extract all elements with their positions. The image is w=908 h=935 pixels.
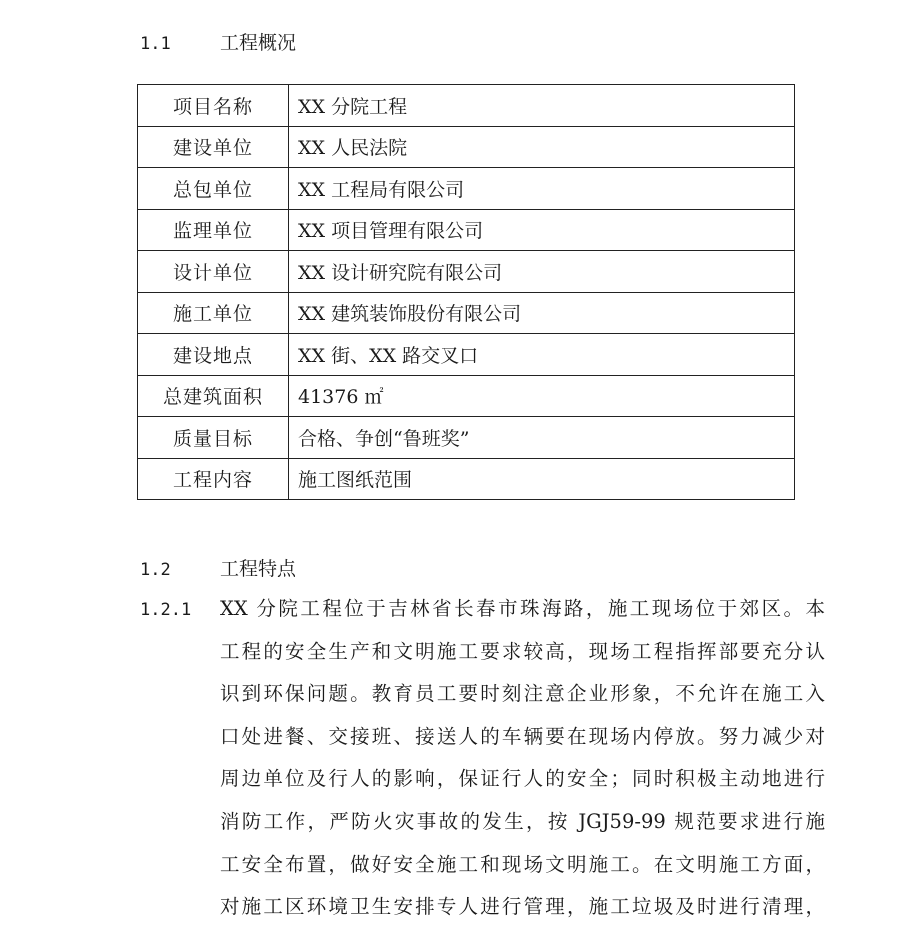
row-label: 质量目标 <box>138 417 289 459</box>
paragraph-line: 口处进餐、交接班、接送人的车辆要在现场内停放。努力减少对 <box>220 724 825 748</box>
paragraph-line: XX 分院工程位于吉林省长春市珠海路，施工现场位于郊区。本 <box>220 597 825 620</box>
row-value: XX 建筑装饰股份有限公司 <box>289 292 795 334</box>
row-value: XX 人民法院 <box>289 126 795 168</box>
paragraph-1-2-1 <box>220 594 825 935</box>
table-row <box>138 126 795 168</box>
row-value: 41376 ㎡ <box>289 375 795 417</box>
table-row <box>138 375 795 417</box>
row-value: XX 工程局有限公司 <box>289 168 795 210</box>
paragraph-line: 工程的安全生产和文明施工要求较高，现场工程指挥部要充分认 <box>220 639 825 663</box>
table-row <box>138 458 795 500</box>
section-heading-1-2 <box>140 556 296 583</box>
row-label: 施工单位 <box>138 292 289 334</box>
row-value: 施工图纸范围 <box>289 458 795 500</box>
row-value: XX 分院工程 <box>289 85 795 127</box>
row-value: XX 街、XX 路交叉口 <box>289 334 795 376</box>
table-row <box>138 85 795 127</box>
paragraph-line: 周边单位及行人的影响，保证行人的安全；同时积极主动地进行 <box>220 767 825 791</box>
section-title: 工程概况 <box>220 32 297 54</box>
row-label: 总建筑面积 <box>138 375 289 417</box>
paragraph-number: 1.2.1 <box>140 600 192 620</box>
row-value: 合格、争创“鲁班奖” <box>289 417 795 459</box>
section-number: 1.2 <box>140 560 171 580</box>
project-overview-table <box>137 84 795 500</box>
table-row <box>138 334 795 376</box>
paragraph-line: 对施工区环境卫生安排专人进行管理，施工垃圾及时进行清理， <box>220 895 825 919</box>
table-row <box>138 168 795 210</box>
row-label: 设计单位 <box>138 251 289 293</box>
section-heading-1-1 <box>140 30 296 57</box>
table-row <box>138 209 795 251</box>
row-label: 建设单位 <box>138 126 289 168</box>
section-number: 1.1 <box>140 34 171 54</box>
paragraph-line: 工安全布置，做好安全施工和现场文明施工。在文明施工方面， <box>220 852 825 876</box>
row-label: 总包单位 <box>138 168 289 210</box>
row-value: XX 项目管理有限公司 <box>289 209 795 251</box>
row-label: 监理单位 <box>138 209 289 251</box>
row-label: 工程内容 <box>138 458 289 500</box>
row-value: XX 设计研究院有限公司 <box>289 251 795 293</box>
paragraph-line: 识到环保问题。教育员工要时刻注意企业形象，不允许在施工入 <box>220 682 825 706</box>
row-label: 项目名称 <box>138 85 289 127</box>
table-row <box>138 417 795 459</box>
table-row <box>138 251 795 293</box>
paragraph-line: 消防工作，严防火灾事故的发生，按 JGJ59-99 规范要求进行施 <box>220 809 825 833</box>
row-label: 建设地点 <box>138 334 289 376</box>
table-row <box>138 292 795 334</box>
section-title: 工程特点 <box>220 558 297 580</box>
